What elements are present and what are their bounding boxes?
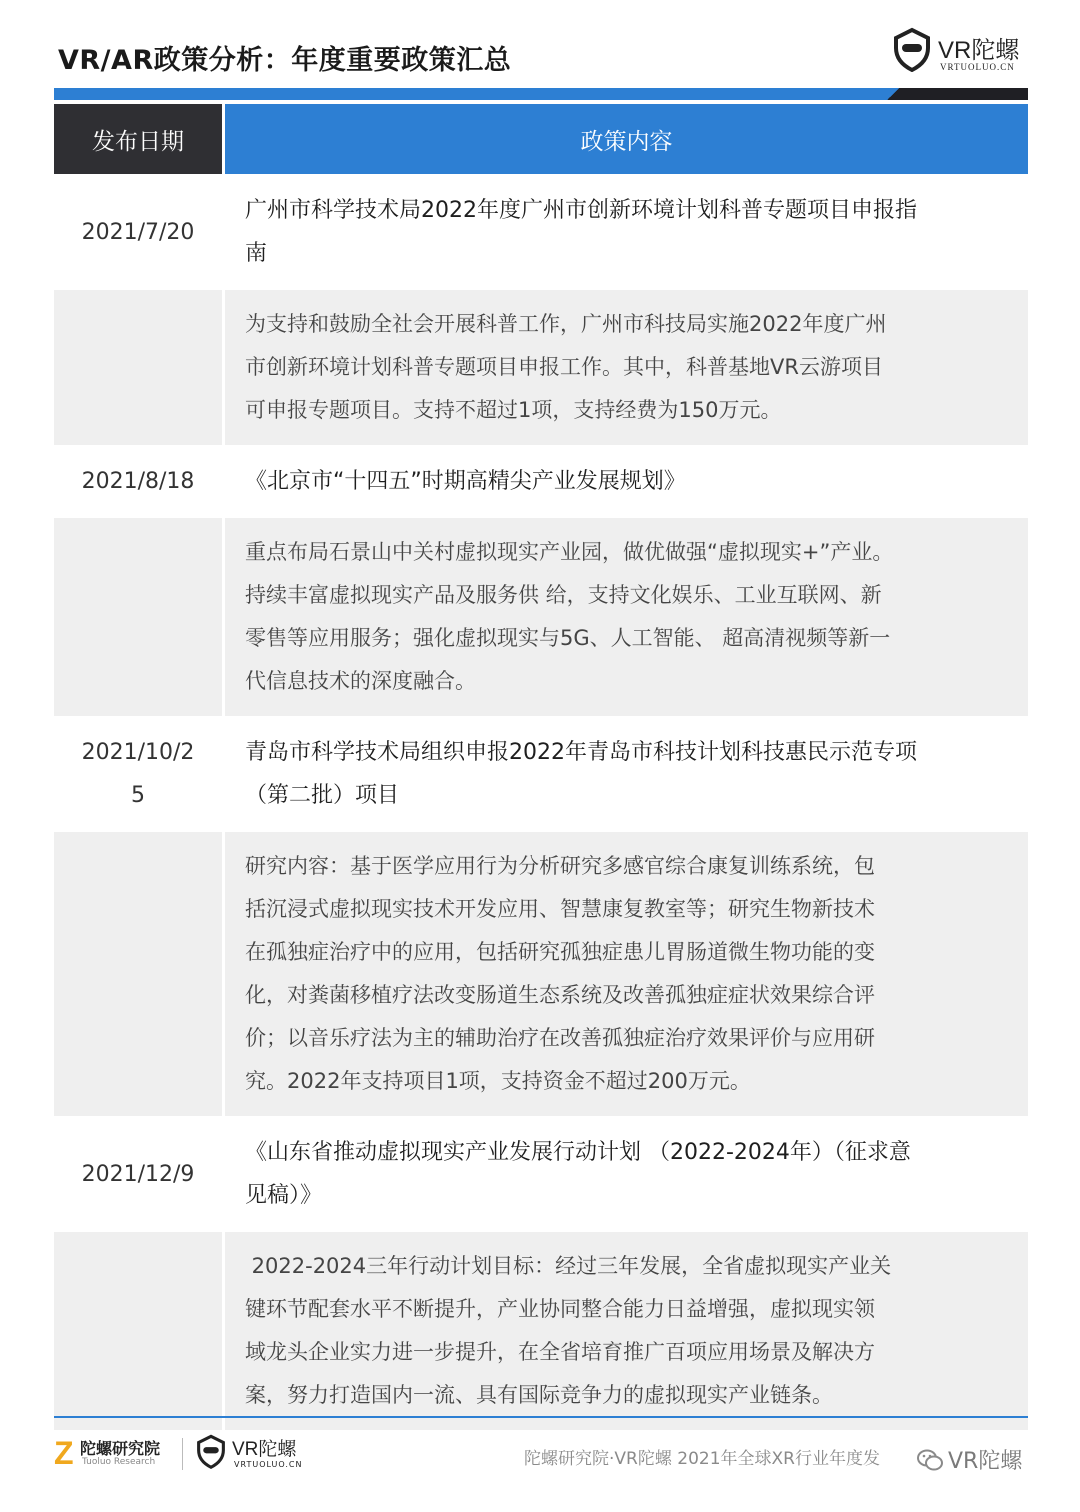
- policy-detail-row: [54, 832, 1028, 1116]
- vr-tuoluo-logo: [890, 26, 1030, 82]
- tuoluo-research-z-icon: Z: [54, 1435, 74, 1471]
- policy-table: [54, 104, 1028, 1430]
- detail-date-cell: [54, 518, 222, 716]
- policy-detail: [225, 1232, 1028, 1430]
- policy-detail-line: 案，努力打造国内一流、具有国际竞争力的虚拟现实产业链条。: [245, 1383, 833, 1407]
- wechat-account-label: VR陀螺: [948, 1449, 1023, 1474]
- publish-date: [54, 719, 222, 829]
- policy-title: [225, 448, 1028, 515]
- policy-detail-line: 市创新环境计划科普专题项目申报工作。其中，科普基地VR云游项目: [245, 355, 883, 379]
- policy-detail-line: 究。2022年支持项目1项，支持资金不超过200万元。: [245, 1069, 751, 1093]
- policy-title-line: 《北京市“十四五”时期高精尖产业发展规划》: [245, 469, 686, 494]
- policy-detail-line: 在孤独症治疗中的应用，包括研究孤独症患儿胃肠道微生物功能的变: [245, 940, 875, 964]
- policy-title-line: 见稿）》: [245, 1183, 323, 1208]
- policy-title-line: 青岛市科学技术局组织申报2022年青岛市科技计划科技惠民示范专项: [245, 740, 917, 765]
- policy-detail-line: 可申报专题项目。支持不超过1项，支持经费为150万元。: [245, 398, 782, 422]
- logo-url: VRTUOLUO.CN: [940, 62, 1015, 72]
- policy-title-line: （第二批）项目: [245, 783, 400, 808]
- policy-title: [225, 719, 1028, 829]
- logo-brand: VR陀螺: [938, 37, 1020, 64]
- org-name-en: Tuoluo Research: [82, 1457, 156, 1467]
- policy-detail: [225, 832, 1028, 1116]
- policy-detail-line: 价；以音乐疗法为主的辅助治疗在改善孤独症治疗效果评价与应用研: [245, 1026, 875, 1050]
- page-title: VR/AR政策分析：年度重要政策汇总: [58, 45, 512, 76]
- footer-vr-tuoluo-logo: [194, 1432, 314, 1476]
- publish-date: [54, 448, 222, 515]
- policy-title-row: [54, 177, 1028, 287]
- policy-title: [225, 177, 1028, 287]
- policy-detail-line: 零售等应用服务；强化虚拟现实与5G、人工智能、 超高清视频等新一: [245, 626, 891, 650]
- wechat-icon: [916, 1448, 944, 1472]
- helmet-icon: [890, 26, 934, 72]
- policy-title-row: [54, 1119, 1028, 1229]
- policy-detail-line: 2022-2024三年行动计划目标：经过三年发展，全省虚拟现实产业关: [245, 1254, 892, 1278]
- policy-detail-row: [54, 290, 1028, 445]
- policy-detail-line: 括沉浸式虚拟现实技术开发应用、智慧康复教室等；研究生物新技术: [245, 897, 875, 921]
- footer-logo-brand: VR陀螺: [232, 1439, 297, 1460]
- policy-title-row: [54, 448, 1028, 515]
- policy-title: [225, 1119, 1028, 1229]
- column-header-content: 政策内容: [225, 104, 1028, 174]
- report-caption: 陀螺研究院·VR陀螺 2021年全球XR行业年度发: [524, 1449, 880, 1469]
- policy-detail-line: 域龙头企业实力进一步提升，在全省培育推广百项应用场景及解决方: [245, 1340, 875, 1364]
- policy-detail-line: 代信息技术的深度融合。: [245, 669, 476, 693]
- column-header-date: 发布日期: [54, 104, 222, 174]
- logo-divider: [182, 1438, 183, 1470]
- policy-title-line: 《山东省推动虚拟现实产业发展行动计划 （2022-2024年）（征求意: [245, 1140, 911, 1165]
- policy-detail-row: [54, 518, 1028, 716]
- policy-title-line: 广州市科学技术局2022年度广州市创新环境计划科普专题项目申报指: [245, 198, 917, 223]
- publish-date: [54, 1119, 222, 1229]
- footer-logo-url: VRTUOLUO.CN: [234, 1460, 303, 1469]
- policy-title-line: 南: [245, 241, 268, 266]
- table-header: [54, 104, 1028, 174]
- publish-date-line: 2021/12/9: [81, 1161, 195, 1187]
- publish-date-line: 2021/10/2: [81, 740, 195, 765]
- policy-detail-line: 化，对粪菌移植疗法改变肠道生态系统及改善孤独症症状效果综合评: [245, 983, 875, 1007]
- detail-date-cell: [54, 1232, 222, 1430]
- policy-detail-line: 为支持和鼓励全社会开展科普工作，广州市科技局实施2022年度广州: [245, 312, 887, 336]
- policy-detail-line: 研究内容：基于医学应用行为分析研究多感官综合康复训练系统，包: [245, 854, 875, 878]
- policy-title-row: [54, 719, 1028, 829]
- helmet-icon: [194, 1432, 228, 1470]
- publish-date-line: 5: [131, 783, 145, 808]
- header-accent-bar: [54, 88, 1028, 100]
- publish-date-line: 2021/7/20: [81, 219, 195, 245]
- publish-date: [54, 177, 222, 287]
- publish-date-line: 2021/8/18: [81, 469, 195, 494]
- detail-date-cell: [54, 832, 222, 1116]
- org-name: 陀螺研究院: [80, 1439, 161, 1458]
- policy-detail-line: 重点布局石景山中关村虚拟现实产业园，做优做强“虚拟现实+”产业。: [245, 540, 894, 564]
- policy-detail-row: [54, 1232, 1028, 1430]
- policy-detail-line: 键环节配套水平不断提升，产业协同整合能力日益增强，虚拟现实领: [245, 1297, 875, 1321]
- policy-detail: [225, 290, 1028, 445]
- footer-divider: [54, 1416, 1028, 1418]
- policy-detail-line: 持续丰富虚拟现实产品及服务供 给，支持文化娱乐、工业互联网、新: [245, 583, 882, 607]
- detail-date-cell: [54, 290, 222, 445]
- policy-detail: [225, 518, 1028, 716]
